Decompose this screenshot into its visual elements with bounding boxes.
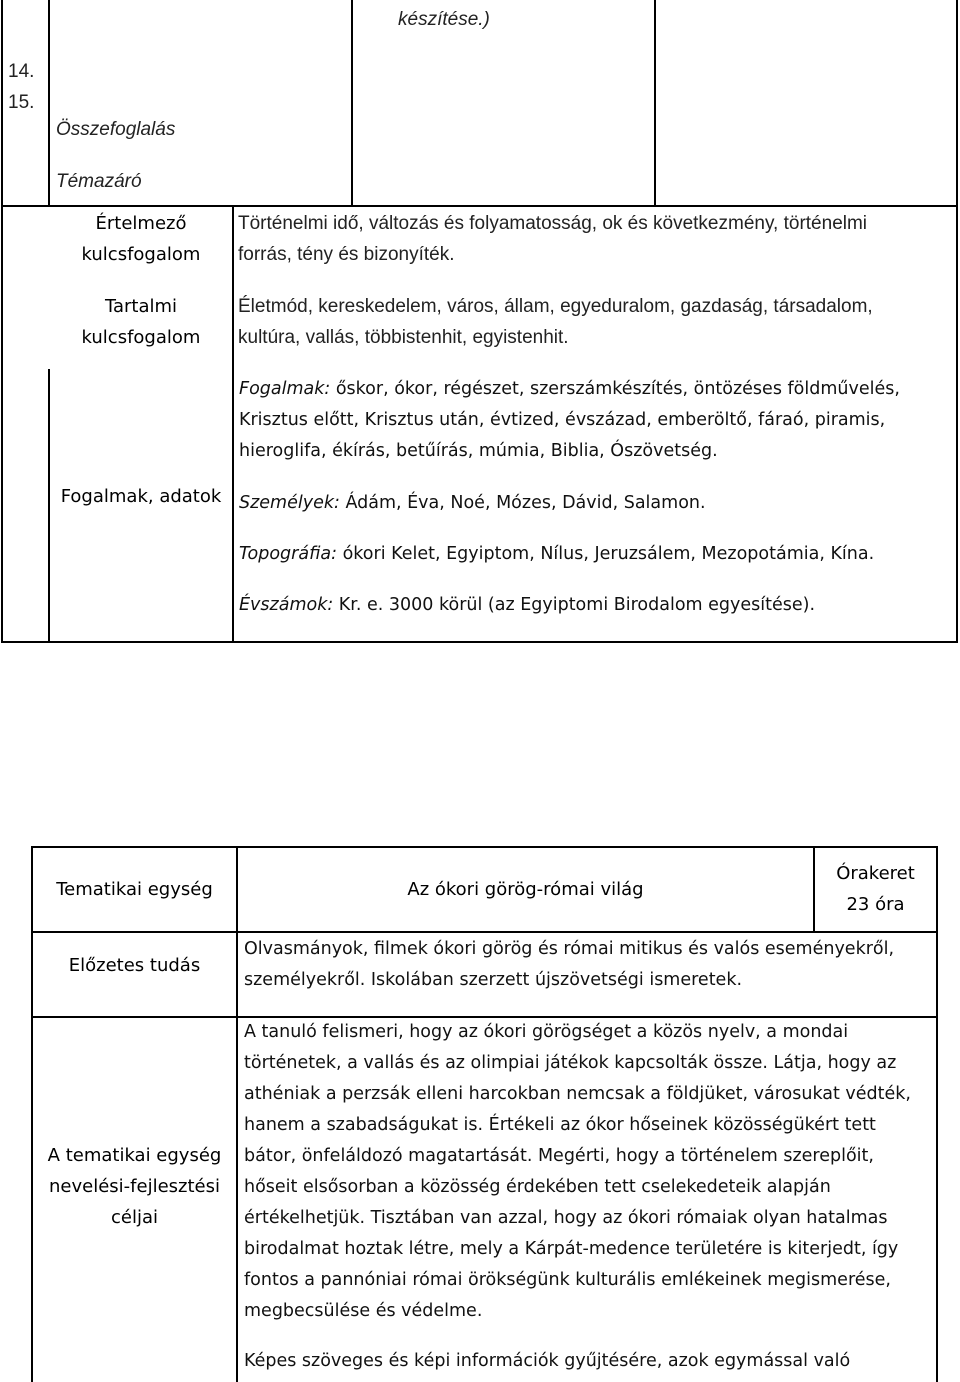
table1-col-divider: [232, 205, 234, 642]
text-elozetes-tudas: Olvasmányok, filmek ókori görög és római mitikus és valós eseményekről, személyekről. Iskolában szerzett újszövetségi ismeretek.: [244, 939, 895, 990]
topografia-prefix: Topográfia:: [239, 544, 338, 564]
table1-left-border: [1, 0, 3, 642]
row-numbers: [8, 56, 44, 118]
text-nevelesi-celjai: A tanuló felismeri, hogy az ókori görögséget a közös nyelv, a mondai történetek, a vallás és az olimpiai játékok kapcsolták össze. Látja, hogy az athéniak a perzsák elleni harcokban nemcsak a földjüket, városukat védték, hanem a szabadságukat is. Értékeli az ókor hőseinek közösségükért tett bátor, önfeláldozó magatartását. Megérti, hogy a történelem szereplőit, hőseit elsősorban a közösség érdekében tett cselekedeteik alapján értékelhetjük. Tisztában van azzal, hogy az ókori rómaiak olyan hatalmas birodalmat hoztak létre, mely a Kárpát-medence területére is kiterjedt, így fontos a pannóniai római örökségünk kulturális emlékeinek megismerése, megbecsülése és védelme.: [244, 1022, 911, 1321]
unit-title: Az ókori görög-római világ: [407, 879, 644, 900]
text-evszamok: Évszámok: Kr. e. 3000 körül (az Egyiptomi Birodalom egyesítése).: [239, 595, 816, 615]
activity-tail: készítése.): [398, 9, 490, 30]
row-topics: [56, 104, 175, 208]
text-topografia: Topográfia: ókori Kelet, Egyiptom, Nílus, Jeruzsálem, Mezopotámia, Kína.: [239, 544, 875, 564]
row-number: 15.: [8, 92, 35, 113]
table1-right-border: [956, 0, 958, 642]
orakeret-label: Órakeret: [836, 863, 915, 884]
text-tartalmi-kulcsfogalom: Életmód, kereskedelem, város, állam, egyeduralom, gazdaság, társadalom, kultúra, vallás, többistenhit, egyistenhit.: [238, 296, 873, 348]
label-elozetes-tudas: Előzetes tudás: [68, 955, 201, 976]
table1-col-divider: [351, 0, 353, 205]
table1-col-divider: [654, 0, 656, 205]
label-nevelesi-celjai: A tematikai egység nevelési-fejlesztési céljai: [47, 1145, 222, 1228]
table2-left-border: [31, 846, 33, 1382]
label-ertelmezo-kulcsfogalom: Értelmező kulcsfogalom: [81, 213, 201, 265]
table1-bottom-border: [1, 641, 958, 643]
orakeret: [815, 858, 936, 920]
table2-right-border: [936, 846, 938, 1382]
table2-col-divider: [236, 846, 238, 1382]
table2-top-border: [31, 846, 938, 848]
row-number: 14.: [8, 61, 35, 82]
text-kepes-szoveges: Képes szöveges és képi információk gyűjtésére, azok egymással való: [244, 1351, 851, 1371]
topic-test: Témazáró: [56, 171, 142, 192]
orakeret-value: 23 óra: [846, 894, 905, 915]
text-fogalmak: Fogalmak: őskor, ókor, régészet, szerszámkészítés, öntözéses földművelés, Krisztus előtt, Krisztus után, évtized, évszázad, emberöltő, fáraó, piramis, hieroglifa, ékírás, betűírás, múmia, Biblia, Ószövetség.: [239, 379, 900, 461]
table2-row-divider: [31, 931, 938, 933]
table1-col-divider: [48, 0, 50, 205]
evszamok-prefix: Évszámok:: [239, 595, 334, 615]
szemelyek-prefix: Személyek:: [239, 493, 340, 513]
label-tartalmi-kulcsfogalom: Tartalmi kulcsfogalom: [81, 296, 201, 348]
label-tematikai-egyseg: Tematikai egység: [56, 879, 213, 900]
topic-summary: Összefoglalás: [56, 119, 176, 140]
fogalmak-prefix: Fogalmak:: [239, 379, 331, 399]
text-ertelmezo-kulcsfogalom: Történelmi idő, változás és folyamatosság, ok és következmény, történelmi forrás, tény és bizonyíték.: [238, 213, 868, 265]
text-szemelyek: Személyek: Ádám, Éva, Noé, Mózes, Dávid, Salamon.: [239, 493, 706, 513]
label-fogalmak-adatok: Fogalmak, adatok: [60, 486, 222, 507]
